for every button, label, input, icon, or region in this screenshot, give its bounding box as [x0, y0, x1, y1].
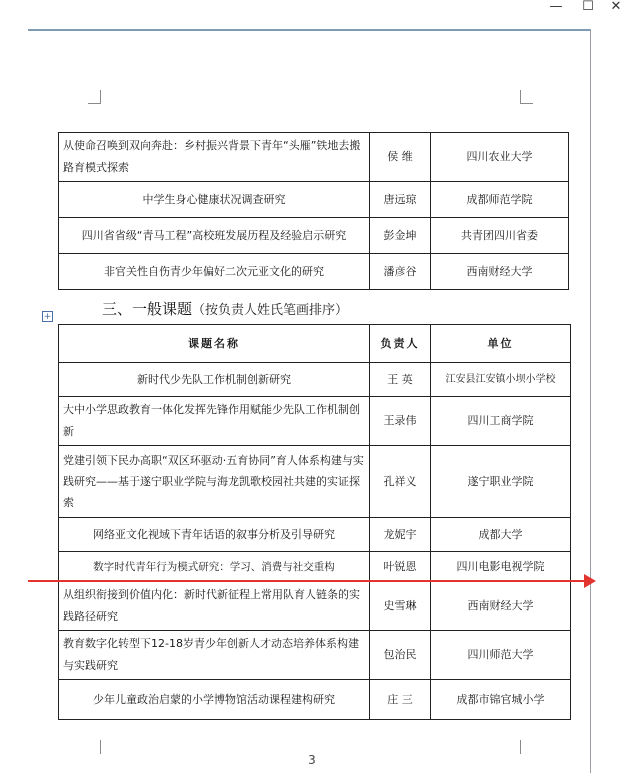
section-heading	[102, 298, 348, 319]
unit-cell: 成都师范学院	[431, 182, 569, 218]
unit-cell: 成都市锦官城小学	[431, 680, 571, 720]
leader-cell: 龙妮宇	[370, 518, 431, 552]
margin-corner-mark	[520, 740, 521, 754]
table-header-row	[59, 325, 571, 363]
header-unit: 单位	[431, 325, 571, 363]
unit-cell: 遂宁职业学院	[431, 446, 571, 518]
topic-cell: 从使命召唤到双向奔赴：乡村振兴背景下青年“头雁”铁地去搬路育模式探索	[59, 133, 370, 182]
topic-cell: 四川省省级“青马工程”高校班发展历程及经验启示研究	[59, 218, 370, 254]
unit-cell: 四川工商学院	[431, 397, 571, 446]
topic-cell: 新时代少先队工作机制创新研究	[59, 363, 370, 397]
general-topics-table	[58, 324, 571, 720]
unit-cell: 四川师范大学	[431, 631, 571, 680]
topic-cell: 大中小学思政教育一体化发挥先锋作用赋能少先队工作机制创新	[59, 397, 370, 446]
unit-cell: 四川农业大学	[431, 133, 569, 182]
unit-cell: 江安县江安镇小坝小学校	[431, 363, 571, 397]
topic-cell: 中学生身心健康状况调查研究	[59, 182, 370, 218]
table-row	[59, 133, 569, 182]
topic-cell: 网络亚文化视域下青年话语的叙事分析及引导研究	[59, 518, 370, 552]
topic-cell: 少年儿童政治启蒙的小学博物馆活动课程建构研究	[59, 680, 370, 720]
table-row	[59, 363, 571, 397]
table-row	[59, 182, 569, 218]
section-note: （按负责人姓氏笔画排序）	[192, 303, 349, 318]
table-row	[59, 680, 571, 720]
page-number: 3	[308, 753, 316, 767]
section-title: 三、一般课题	[102, 300, 193, 318]
table-row	[59, 254, 569, 290]
leader-cell: 潘彦谷	[370, 254, 431, 290]
margin-corner-mark	[100, 90, 101, 104]
red-annotation-arrow-line	[28, 580, 588, 582]
topic-cell: 党建引领下民办高职“双区环驱动·五育协同”育人体系构建与实践研究——基于遂宁职业学院与海龙凯歌校园社共建的实证探索	[59, 446, 370, 518]
unit-cell: 成都大学	[431, 518, 571, 552]
topic-cell: 从组织衔接到价值内化：新时代新征程上常用队育人链条的实践路径研究	[59, 582, 370, 631]
table-row	[59, 397, 571, 446]
table-row	[59, 582, 571, 631]
table-row	[59, 552, 571, 582]
table-row	[59, 518, 571, 552]
unit-cell: 共青团四川省委	[431, 218, 569, 254]
leader-cell: 孔祥义	[370, 446, 431, 518]
key-topics-table	[58, 132, 569, 290]
table-move-handle-icon[interactable]: +	[43, 312, 52, 322]
table-row	[59, 446, 571, 518]
maximize-button[interactable]: ☐	[582, 0, 594, 14]
leader-cell: 包治民	[370, 631, 431, 680]
leader-cell: 彭金坤	[370, 218, 431, 254]
unit-cell: 西南财经大学	[431, 254, 569, 290]
margin-corner-mark	[88, 103, 101, 104]
leader-cell: 庄 三	[370, 680, 431, 720]
page-right-border	[590, 29, 591, 773]
leader-cell: 唐远琼	[370, 182, 431, 218]
leader-cell: 王 英	[370, 363, 431, 397]
margin-corner-mark	[520, 90, 521, 104]
leader-cell: 侯 维	[370, 133, 431, 182]
topic-cell: 教育数字化转型下12-18岁青少年创新人才动态培养体系构建与实践研究	[59, 631, 370, 680]
margin-corner-mark	[100, 740, 101, 754]
red-annotation-arrow-head-icon	[584, 574, 596, 588]
leader-cell: 叶锐恩	[370, 552, 431, 582]
minimize-button[interactable]: —	[549, 0, 563, 14]
leader-cell: 王录伟	[370, 397, 431, 446]
close-button[interactable]: ✕	[610, 0, 622, 14]
page-top-border	[28, 29, 590, 31]
unit-cell: 四川电影电视学院	[431, 552, 571, 582]
topic-cell: 数字时代青年行为模式研究：学习、消费与社交重构	[59, 552, 370, 582]
table-row	[59, 631, 571, 680]
table-row	[59, 218, 569, 254]
leader-cell: 史雪琳	[370, 582, 431, 631]
header-leader: 负责人	[370, 325, 431, 363]
margin-corner-mark	[520, 103, 533, 104]
topic-cell: 非官关性自伤青少年偏好二次元亚文化的研究	[59, 254, 370, 290]
unit-cell: 西南财经大学	[431, 582, 571, 631]
header-topic: 课题名称	[59, 325, 370, 363]
